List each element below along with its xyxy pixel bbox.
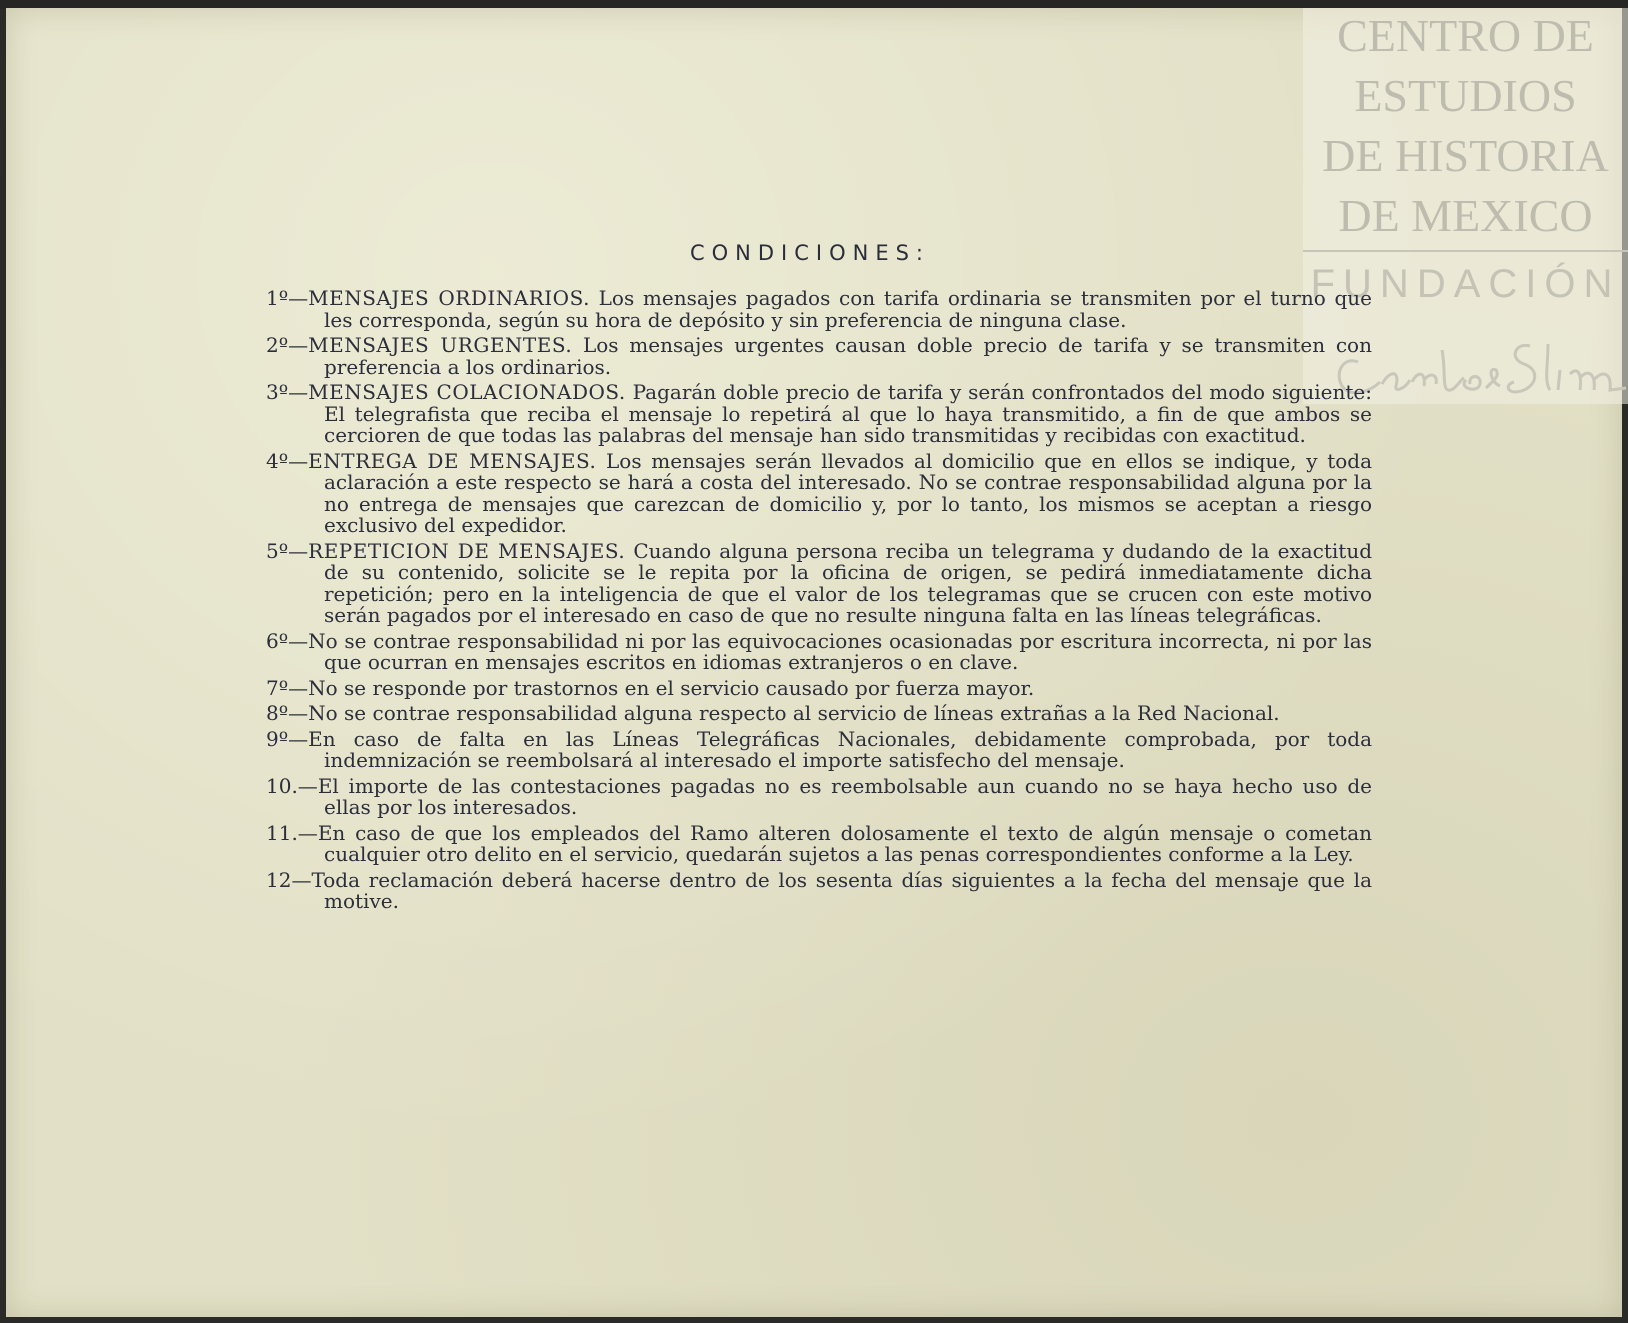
item-text: El importe de las contestaciones pagadas no es reembolsable aun cuando no se haya hecho uso de ellas por los interesados. [317, 773, 1372, 819]
item-text: Los mensajes pagados con tarifa ordinaria se transmiten por el turno que les corresponda, según su hora de depósito y sin preferencia de ninguna clase. [324, 286, 1372, 332]
item-text: Toda reclamación deberá hacerse dentro de los sesenta días siguientes a la fecha del mensaje que la motive. [311, 867, 1372, 913]
condition-item-1 [260, 288, 1372, 331]
item-number: 12— [266, 867, 312, 892]
item-heading: MENSAJES URGENTES. [308, 333, 573, 357]
item-text: Los mensajes urgentes causan doble precio de tarifa y se transmiten con preferencia a los ordinarios. [324, 333, 1372, 379]
condition-item-7 [260, 675, 1372, 700]
watermark-fundacion: FUNDACIÓN [1310, 262, 1621, 306]
watermark-line: DE MEXICO [1338, 190, 1593, 241]
condition-item-8 [260, 703, 1372, 725]
item-number: 6º— [266, 628, 309, 653]
item-heading: MENSAJES ORDINARIOS. [308, 286, 590, 310]
item-number: 3º— [266, 380, 309, 404]
watermark-line: ESTUDIOS [1354, 70, 1577, 121]
condition-item-2 [260, 335, 1372, 378]
item-text: Cuando alguna persona reciba un telegrama y dudando de la exactitud de su contenido, solicite se le repita por la oficina de origen, se pedirá inmediatamente dicha repetición; pero en la inteligencia de que el valor de los telegramas que se crucen con este motivo serán pagados por el interesado en caso de que no resulte ninguna falta en las líneas telegráficas. [324, 538, 1372, 627]
item-text: No se contrae responsabilidad alguna respecto al servicio de líneas extrañas a la Red Nacional. [308, 701, 1280, 725]
item-text: No se contrae responsabilidad ni por las equivocaciones ocasionadas por escritura incorrecta, ni por las que ocurran en mensajes escritos en idiomas extranjeros o en clave. [308, 628, 1372, 674]
item-number: 11.— [266, 820, 318, 845]
watermark-line: DE HISTORIA [1322, 130, 1609, 181]
watermark-divider [1303, 250, 1628, 252]
watermark-line: CENTRO DE [1337, 10, 1594, 61]
condition-item-12 [260, 867, 1372, 913]
watermark-text [1303, 6, 1628, 246]
item-text: Los mensajes serán llevados al domicilio que en ellos se indique, y toda aclaración a este respecto se hará a costa del interesado. No se contrae responsabilidad alguna por la no entrega de mensajes que carezcan de domicilio y, por lo tanto, los mismos se aceptan a riesgo exclusivo del expedidor. [324, 448, 1372, 537]
page-title: CONDICIONES: [689, 241, 931, 265]
condition-item-10 [260, 773, 1372, 819]
item-text: En caso de falta en las Líneas Telegráficas Nacionales, debidamente comprobada, por toda indemnización se reembolsará al interesado el importe satisfecho del mensaje. [308, 726, 1372, 772]
conditions-list [260, 288, 1372, 917]
item-text: No se responde por trastornos en el servicio causado por fuerza mayor. [308, 675, 1035, 700]
condition-item-6 [260, 628, 1372, 674]
item-number: 9º— [266, 726, 309, 751]
item-number: 4º— [266, 448, 309, 473]
item-text: En caso de que los empleados del Ramo alteren dolosamente el texto de algún mensaje o cometan cualquier otro delito en el servicio, quedarán sujetos a las penas correspondientes conforme a la Ley. [317, 820, 1372, 866]
item-number: 2º— [266, 333, 309, 357]
condition-item-11 [260, 820, 1372, 866]
condition-item-4 [260, 448, 1372, 537]
item-number: 8º— [266, 701, 309, 725]
item-number: 5º— [266, 538, 309, 563]
item-number: 7º— [266, 675, 309, 700]
condition-item-5 [260, 538, 1372, 627]
item-text: Pagarán doble precio de tarifa y serán confrontados del modo siguiente: El telegrafista que reciba el mensaje lo repetirá al que lo haya transmitido, a fin de que ambos se cercioren de que todas las palabras del mensaje han sido transmitidas y recibidas con exactitud. [324, 380, 1372, 447]
item-number: 10.— [266, 773, 318, 798]
item-heading: MENSAJES COLACIONADOS. [308, 380, 626, 404]
signature-logo-icon [1330, 330, 1628, 405]
condition-item-3 [260, 382, 1372, 447]
item-heading: REPETICION DE MENSAJES. [308, 538, 626, 563]
item-heading: ENTREGA DE MENSAJES. [308, 448, 597, 473]
condition-item-9 [260, 726, 1372, 772]
item-number: 1º— [266, 286, 309, 310]
